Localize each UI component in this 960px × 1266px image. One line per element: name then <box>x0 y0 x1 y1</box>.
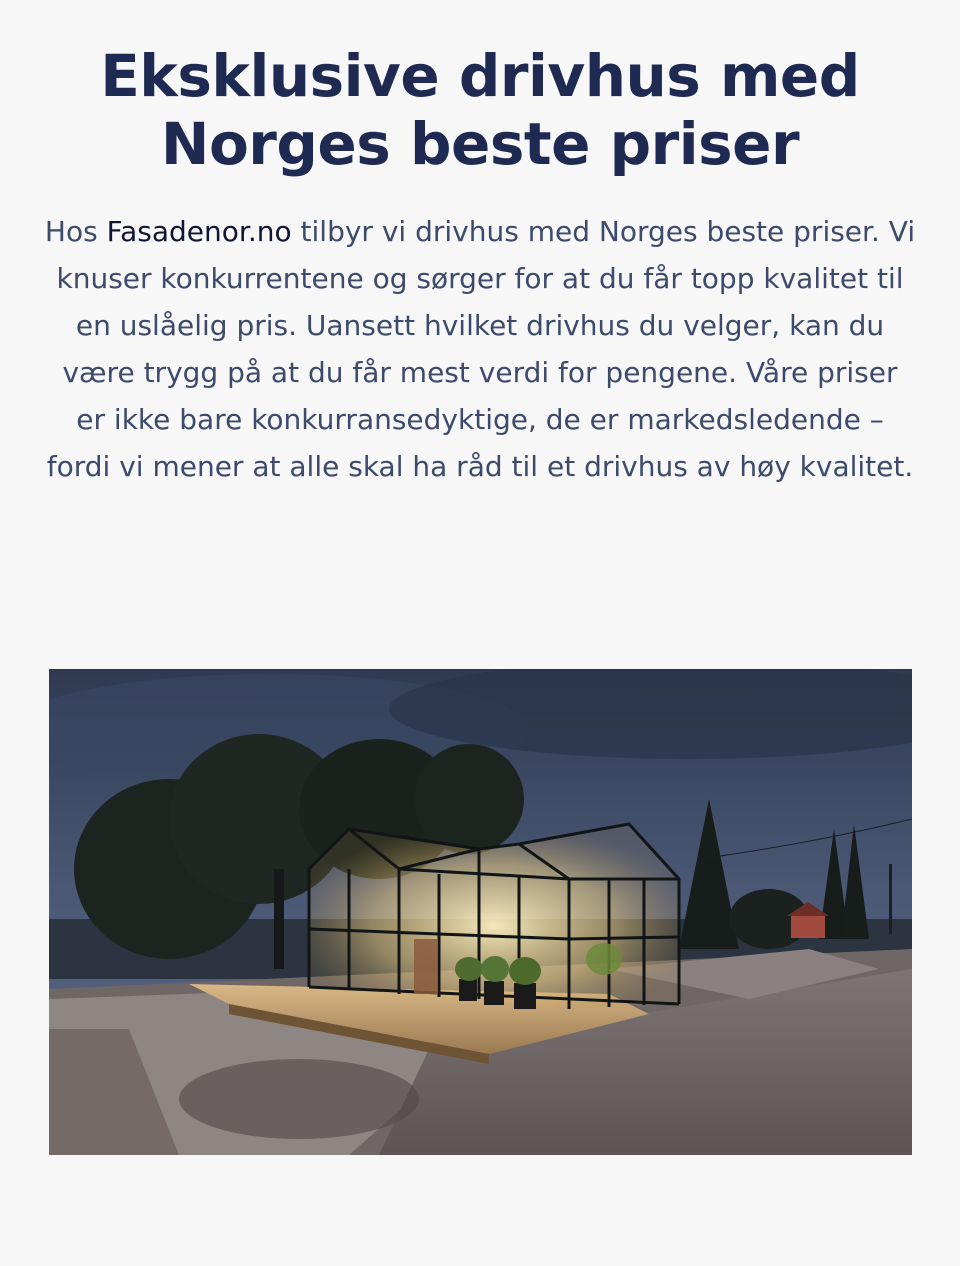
intro-text-body: tilbyr vi drivhus med Norges beste priser. Vi knuser konkurrentene og sørger for at du får topp kvalitet til en uslåelig pris. Uansett hvilket drivhus du velger, kan du være trygg på at du får mest verdi for pengene. Våre priser er ikke bare konkurransedyktige, de er markedsledende – fordi vi mener at alle skal ha råd til et drivhus av høy kvalitet. <box>46 215 916 483</box>
page-title: Eksklusive drivhus med Norges beste priser <box>100 42 860 178</box>
greenhouse-photo <box>49 669 912 1155</box>
hero-section <box>0 0 960 490</box>
intro-text-start: Hos <box>44 215 107 248</box>
intro-paragraph <box>44 208 916 490</box>
brand-name: Fasadenor.no <box>106 215 292 248</box>
